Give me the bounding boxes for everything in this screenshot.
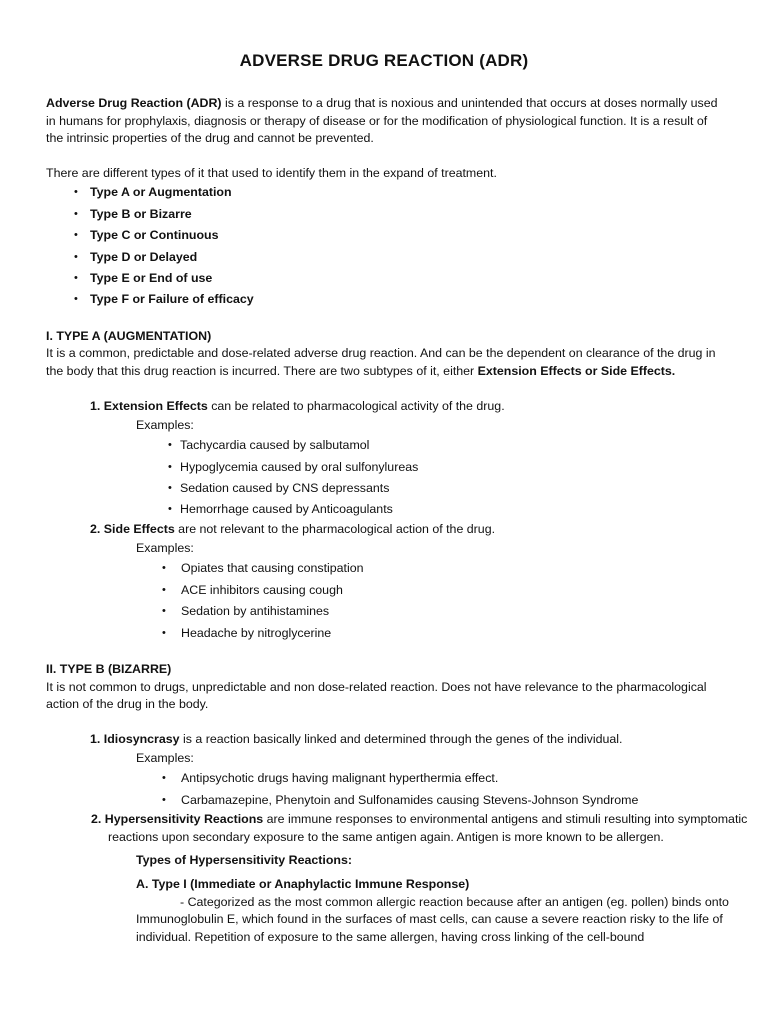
section-heading-type-a: I. TYPE A (AUGMENTATION) [46,328,212,343]
side-effects-examples-list [46,558,768,644]
hypersensitivity-types-label: Types of Hypersensitivity Reactions: [136,853,352,868]
idiosyncrasy-item: 1. Idiosyncrasy is a reaction basically linked and determined through the genes of the individual. [90,731,623,746]
intro-term: Adverse Drug Reaction (ADR) [46,96,222,110]
list-item: • ACE inhibitors causing cough [46,580,768,601]
side-effects-item: 2. Side Effects are not relevant to the pharmacological action of the drug. [90,521,496,536]
examples-label: Examples: [136,541,194,556]
page-title: ADVERSE DRUG REACTION (ADR) [239,51,529,70]
idiosyncrasy-examples-list [46,768,768,811]
list-item: • Hemorrhage caused by Anticoagulants [46,499,768,520]
type-one-description: - Categorized as the most common allergic reaction because after an antigen (eg. pollen) binds onto Immunoglobulin E, which found in the surfaces of mast cells, can cause a severe reaction risky to the life of individual. Repetition of exposure to the same allergen, having cross linking of the cell-bound [136,894,729,944]
list-item: • Headache by nitroglycerine [46,623,768,644]
section-heading-type-b: II. TYPE B (BIZARRE) [46,662,172,677]
list-item: • Type B or Bizarre [46,204,768,225]
examples-label: Examples: [136,418,194,433]
list-item: • Type A or Augmentation [46,182,768,203]
examples-label: Examples: [136,751,194,766]
types-intro: There are different types of it that used to identify them in the expand of treatment. [46,165,497,180]
list-item: • Type C or Continuous [46,225,768,246]
extension-effects-item: 1. Extension Effects can be related to pharmacological activity of the drug. [90,398,505,413]
types-list [46,182,768,310]
list-item: • Opiates that causing constipation [46,558,768,579]
extension-examples-list [46,435,768,521]
intro-paragraph [46,95,726,148]
intro-text: is a response to a drug that is noxious and unintended that occurs at doses normally used in humans for prophylaxis, diagnosis or therapy of disease or for the modification of physiological function. It is a result of the intrinsic properties of the drug and cannot be prevented. [46,96,718,146]
list-item: • Carbamazepine, Phenytoin and Sulfonamides causing Stevens-Johnson Syndrome [46,790,768,811]
list-item: • Type D or Delayed [46,247,768,268]
list-item: • Sedation by antihistamines [46,601,768,622]
list-item: • Hypoglycemia caused by oral sulfonylureas [46,457,768,478]
type-a-description: It is a common, predictable and dose-related adverse drug reaction. And can be the dependent on clearance of the drug in the body that this drug reaction is incurred. There are two subtypes of it, either Extension Effects or Side Effects. [46,346,716,378]
list-item: • Type E or End of use [46,268,768,289]
type-one-heading: A. Type I (Immediate or Anaphylactic Immune Response) [136,877,470,891]
type-b-description: It is not common to drugs, unpredictable and non dose-related reaction. Does not have relevance to the pharmacological action of the drug in the body. [46,679,707,712]
list-item: • Antipsychotic drugs having malignant hyperthermia effect. [46,768,768,789]
list-item: • Tachycardia caused by salbutamol [46,435,768,456]
hypersensitivity-item: 2. Hypersensitivity Reactions are immune responses to environmental antigens and stimuli resulting into symptomatic reactions upon secondary exposure to the same antigen again. Antigen is more known to be allergen. [91,812,748,844]
list-item: • Sedation caused by CNS depressants [46,478,768,499]
list-item: • Type F or Failure of efficacy [46,289,768,310]
